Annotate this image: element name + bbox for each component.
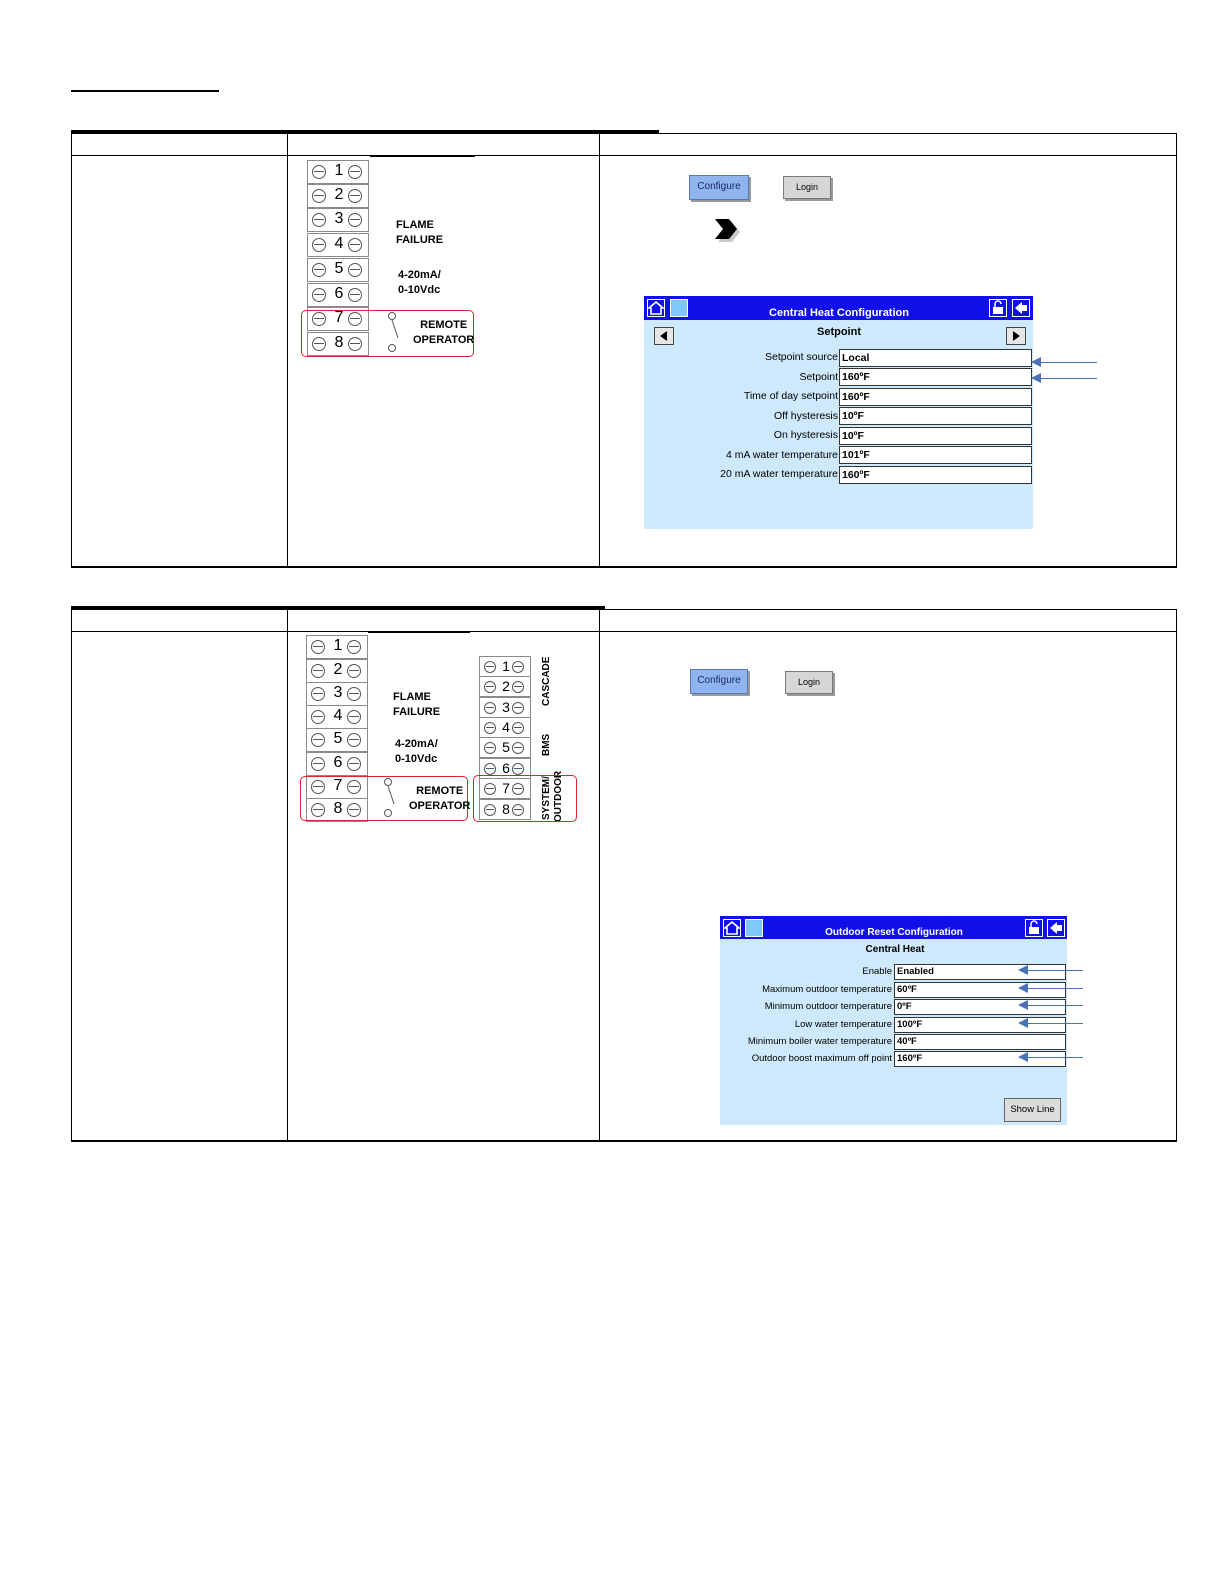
terminal: 7 [307,307,369,331]
strip-top-rule [368,632,470,633]
table1-col-line [287,133,288,567]
analog-input-label: 4-20mA/ 0-10Vdc [395,738,438,765]
home-icon[interactable] [723,919,741,937]
next-page-button[interactable] [1006,327,1026,345]
terminal: 3 [307,208,369,232]
terminal: 4 [306,705,368,729]
setting-label: Enable [862,966,892,977]
setting-label: 4 mA water temperature [725,449,838,461]
screen-icon[interactable] [745,919,763,937]
table1-top-rule [71,133,1177,134]
central-heat-config-panel [644,296,1033,529]
callout-arrow [1024,988,1083,989]
table1-col-line [599,133,600,567]
setting-label: Maximum outdoor temperature [762,984,892,995]
terminal: 6 [307,283,369,307]
table1-bottom-rule [71,566,1177,568]
unlock-icon[interactable] [989,299,1007,317]
terminal: 8 [307,332,369,356]
table1-col-line [1176,133,1177,567]
system-outdoor-highlight [473,775,577,822]
outdoor-reset-config-panel [720,916,1067,1125]
terminal: 2 [307,184,369,208]
table2-col-line [599,609,600,1141]
setting-field[interactable]: 101ºF [839,446,1032,464]
callout-arrow [1037,362,1097,363]
setting-field[interactable]: Enabled [894,964,1066,980]
setting-label: Low water temperature [794,1019,892,1030]
terminal: 4 [479,717,531,738]
setting-label: On hysteresis [773,429,838,441]
show-line-button[interactable]: Show Line [1004,1098,1061,1122]
setting-field[interactable]: 10ºF [839,427,1032,445]
panel-title: Outdoor Reset Configuration [825,927,963,938]
configure-button[interactable]: Configure [690,669,748,694]
terminal: 3 [306,682,368,706]
callout-arrow [1037,378,1097,379]
terminal: 7 [479,778,531,799]
back-icon[interactable] [1047,919,1065,937]
login-button[interactable]: Login [785,671,833,694]
terminal: 8 [479,799,531,820]
setting-label: Minimum outdoor temperature [764,1001,892,1012]
table2-col-line [287,609,288,1141]
setting-field[interactable]: 60ºF [894,982,1066,998]
terminal: 7 [306,775,368,799]
chevron-right-icon[interactable] [714,218,742,244]
terminal: 6 [479,758,531,779]
table2-col-line [71,609,72,1141]
configure-button[interactable]: Configure [689,175,749,200]
bms-label: BMS [541,733,552,756]
cascade-label: CASCADE [541,656,552,706]
panel-subtitle: Central Heat [865,944,925,955]
setting-label: Minimum boiler water temperature [747,1036,892,1047]
switch-symbol [384,310,404,355]
table1-header-rule [71,155,1177,156]
setting-label: Off hysteresis [774,410,838,422]
prev-page-button[interactable] [654,327,674,345]
flame-failure-label: FLAME FAILURE [396,219,444,246]
terminal: 8 [306,798,368,822]
terminal: 1 [307,160,369,184]
terminal: 2 [479,676,531,697]
table2-col-line [1176,609,1177,1141]
terminal: 4 [307,233,369,257]
terminal: 5 [307,258,369,282]
system-label: SYSTEM/ [541,776,552,820]
terminal: 5 [306,728,368,752]
table2-bottom-rule [71,1140,1177,1142]
setting-label: Setpoint source [765,351,838,363]
table1-col-line [71,133,72,567]
home-icon[interactable] [647,299,665,317]
remote-operator-label: REMOTE OPERATOR [409,785,471,812]
terminal: 2 [306,659,368,683]
screen-icon[interactable] [670,299,688,317]
setting-field[interactable]: 160ºF [839,466,1032,484]
callout-arrow [1024,1057,1083,1058]
panel-title: Central Heat Configuration [769,307,909,319]
setting-label: Outdoor boost maximum off point [751,1053,892,1064]
terminal: 5 [479,737,531,758]
strip-top-rule [370,156,475,157]
panel-subtitle: Setpoint [817,326,861,338]
header-rule [71,90,219,92]
setting-label: Time of day setpoint [743,390,838,402]
analog-input-label: 4-20mA/ 0-10Vdc [398,269,441,296]
unlock-icon[interactable] [1025,919,1043,937]
outdoor-label: OUTDOOR [553,770,564,822]
back-icon[interactable] [1012,299,1030,317]
flame-failure-label: FLAME FAILURE [393,691,441,718]
switch-symbol [380,776,400,821]
setting-label: 20 mA water temperature [720,468,838,480]
callout-arrow [1024,970,1083,971]
setting-field[interactable]: 40ºF [894,1034,1066,1050]
setting-label: Setpoint [799,371,838,383]
login-button[interactable]: Login [783,176,831,199]
setting-field[interactable]: Local [839,349,1032,367]
terminal: 6 [306,752,368,776]
setting-field[interactable]: 160ºF [839,388,1032,406]
table2-header-rule [71,631,1177,632]
setting-field[interactable]: 0ºF [894,999,1066,1015]
callout-arrow [1024,1005,1083,1006]
setting-field[interactable]: 10ºF [839,407,1032,425]
terminal: 1 [479,656,531,677]
table2-top-rule [71,609,1177,610]
setting-field[interactable]: 100ºF [894,1017,1066,1033]
setting-field[interactable]: 160ºF [894,1051,1066,1067]
terminal: 3 [479,697,531,718]
setting-field[interactable]: 160ºF [839,368,1032,386]
remote-operator-label: REMOTE OPERATOR [413,319,475,346]
terminal: 1 [306,635,368,659]
callout-arrow [1024,1023,1083,1024]
